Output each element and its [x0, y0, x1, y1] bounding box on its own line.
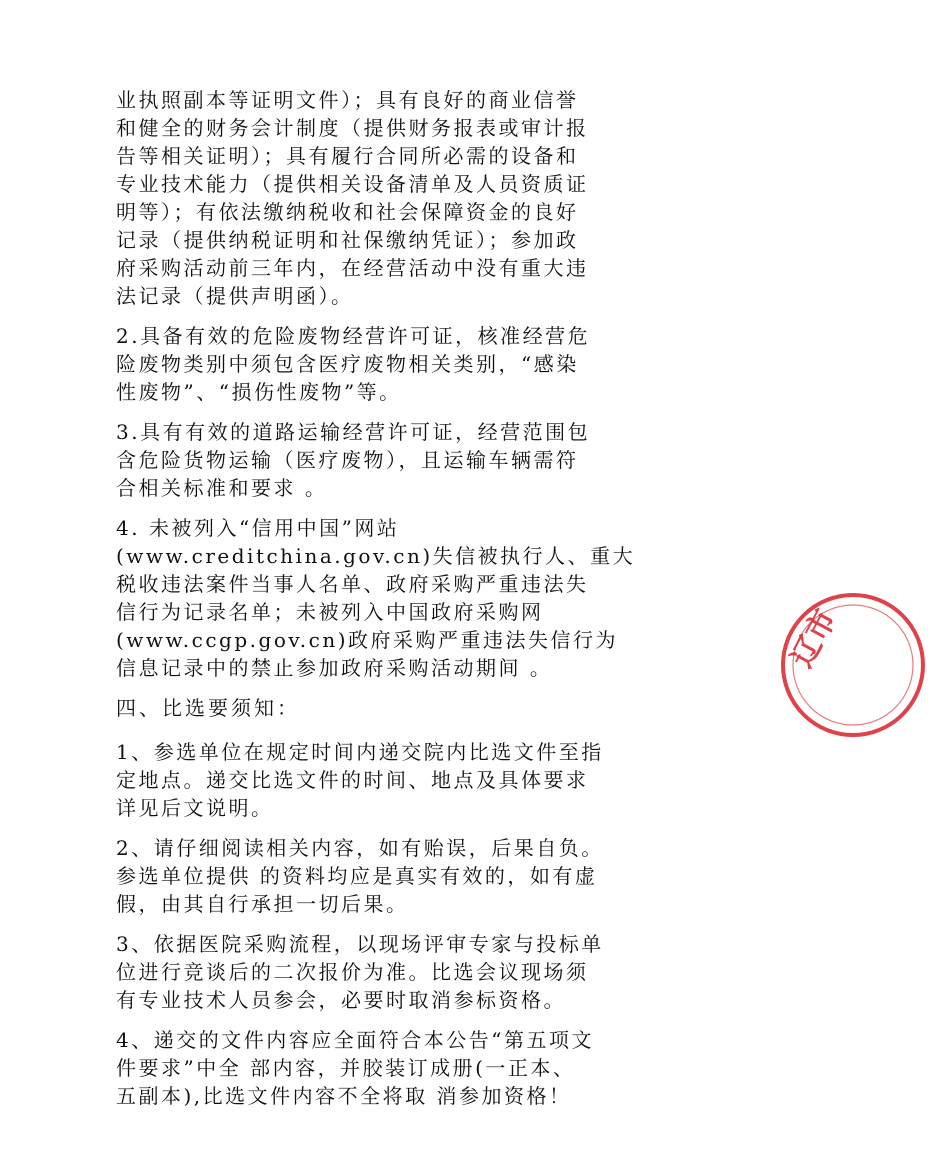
seal-text: 辽市: [784, 604, 844, 674]
section-heading: 四、比选要须知：: [116, 696, 300, 720]
text-line: (www.ccgp.gov.cn)政府采购严重违法失信行为: [116, 628, 619, 652]
text-line: (www.creditchina.gov.cn)失信被执行人、重大: [116, 544, 636, 568]
text-line: 合相关标准和要求 。: [116, 476, 328, 500]
text-line: 性废物”、“损伤性废物”等。: [116, 380, 402, 404]
text-line: 业执照副本等证明文件）；具有良好的商业信誉: [116, 88, 579, 112]
text-line: 详见后文说明。: [116, 796, 274, 820]
text-line: 信行为记录名单；未被列入中国政府采购网: [116, 600, 544, 624]
text-line: 假，由其自行承担一切后果。: [116, 892, 409, 916]
text-line: 含危险货物运输（医疗废物），且运输车辆需符: [116, 448, 579, 472]
notice-item-4: [116, 1026, 696, 1110]
qualification-paragraph-3: [116, 418, 696, 502]
text-line: 告等相关证明）；具有履行合同所必需的设备和: [116, 144, 579, 168]
text-line: 险废物类别中须包含医疗废物相关类别，“感染: [116, 352, 579, 376]
text-line: 位进行竞谈后的二次报价为准。比选会议现场须: [116, 960, 589, 984]
qualification-paragraph-4: [116, 514, 696, 682]
notice-item-3: [116, 930, 696, 1014]
text-line: 2.具备有效的危险废物经营许可证，核准经营危: [116, 324, 591, 348]
document-body: [116, 86, 696, 1122]
text-line: 1、参选单位在规定时间内递交院内比选文件至指: [116, 740, 604, 764]
text-line: 专业技术能力（提供相关设备清单及人员资质证: [116, 172, 589, 196]
text-line: 定地点。递交比选文件的时间、地点及具体要求: [116, 768, 589, 792]
text-line: 4、递交的文件内容应全面符合本公告“第五项文: [116, 1028, 594, 1052]
text-line: 法记录（提供声明函）。: [116, 284, 354, 308]
text-line: 信息记录中的禁止参加政府采购活动期间 。: [116, 656, 553, 680]
official-seal-stamp: [778, 590, 928, 740]
text-line: 记录（提供纳税证明和社保缴纳凭证）；参加政: [116, 228, 579, 252]
text-line: 和健全的财务会计制度（提供财务报表或审计报: [116, 116, 589, 140]
text-line: 五副本),比选文件内容不全将取 消参加资格！: [116, 1084, 572, 1108]
text-line: 4. 未被列入“信用中国”网站: [116, 516, 400, 540]
text-line: 明等）；有依法缴纳税收和社会保障资金的良好: [116, 200, 579, 224]
text-line: 件要求”中全 部内容，并胶装订成册(一正本、: [116, 1056, 576, 1080]
notice-item-2: [116, 834, 696, 918]
qualification-paragraph-2: [116, 322, 696, 406]
text-line: 参选单位提供 的资料均应是真实有效的，如有虚: [116, 864, 598, 888]
notice-item-1: [116, 738, 696, 822]
text-line: 府采购活动前三年内，在经营活动中没有重大违: [116, 256, 589, 280]
qualification-paragraph-0: [116, 86, 696, 310]
text-line: 有专业技术人员参会，必要时取消参标资格。: [116, 988, 566, 1012]
text-line: 3.具有有效的道路运输经营许可证，经营范围包: [116, 420, 591, 444]
text-line: 2、请仔细阅读相关内容，如有贻误，后果自负。: [116, 836, 604, 860]
text-line: 3、依据医院采购流程，以现场评审专家与投标单: [116, 932, 604, 956]
text-line: 税收违法案件当事人名单、政府采购严重违法失: [116, 572, 589, 596]
